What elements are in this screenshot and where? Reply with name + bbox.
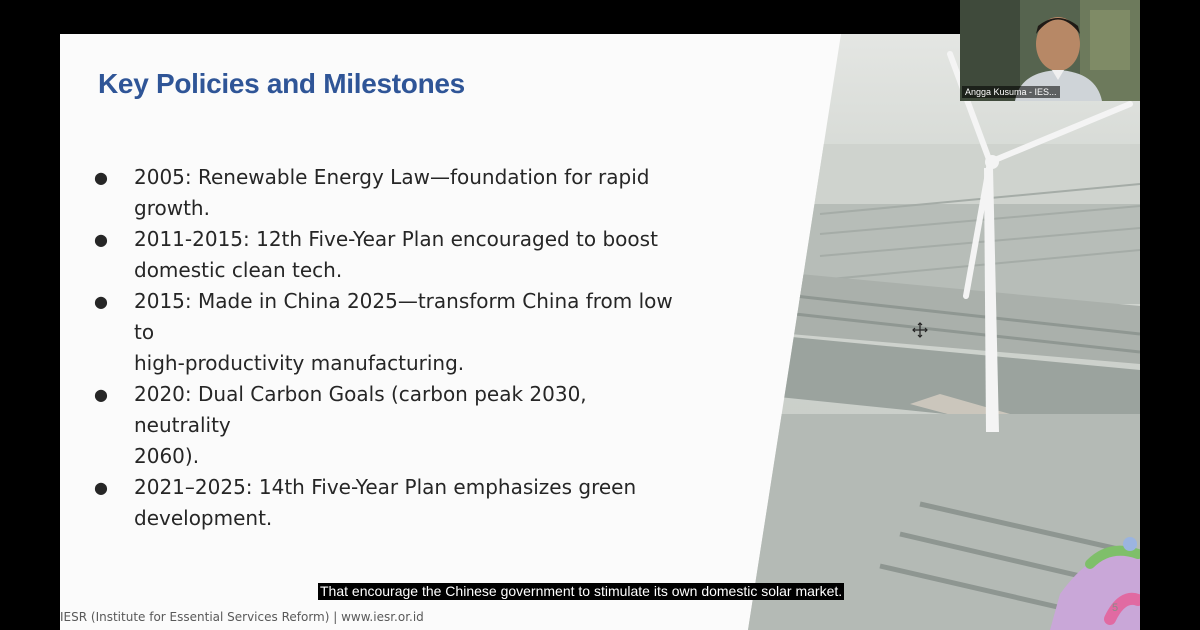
list-item-text: 2015: Made in China 2025—transform China from low to high-productivity manufacturing. <box>134 289 673 375</box>
list-item-text: 2011-2015: 12th Five-Year Plan encouraged to boost domestic clean tech. <box>134 227 658 282</box>
move-cursor-icon <box>912 322 928 338</box>
list-item <box>94 286 684 379</box>
list-item-text: 2021–2025: 14th Five-Year Plan emphasizes green development. <box>134 475 637 530</box>
participant-name-label: Angga Kusuma - IES... <box>962 86 1060 98</box>
live-caption: That encourage the Chinese government to stimulate its own domestic solar market. <box>320 583 843 599</box>
page-number: 5 <box>1112 602 1119 614</box>
list-item <box>94 472 684 534</box>
bullet-icon: ● <box>94 385 108 404</box>
bullet-icon: ● <box>94 292 108 311</box>
milestone-list <box>94 162 684 534</box>
list-item <box>94 224 684 286</box>
list-item <box>94 379 684 472</box>
slide-footer: IESR (Institute for Essential Services Reform) | www.iesr.or.id <box>60 610 424 624</box>
list-item <box>94 162 684 224</box>
participant-video-tile[interactable] <box>960 0 1140 101</box>
bullet-icon: ● <box>94 230 108 249</box>
bullet-icon: ● <box>94 168 108 187</box>
bullet-icon: ● <box>94 478 108 497</box>
list-item-text: 2020: Dual Carbon Goals (carbon peak 2030, neutrality 2060). <box>134 382 587 468</box>
slide-title: Key Policies and Milestones <box>98 68 465 99</box>
slide <box>60 34 1140 630</box>
list-item-text: 2005: Renewable Energy Law—foundation for rapid growth. <box>134 165 650 220</box>
